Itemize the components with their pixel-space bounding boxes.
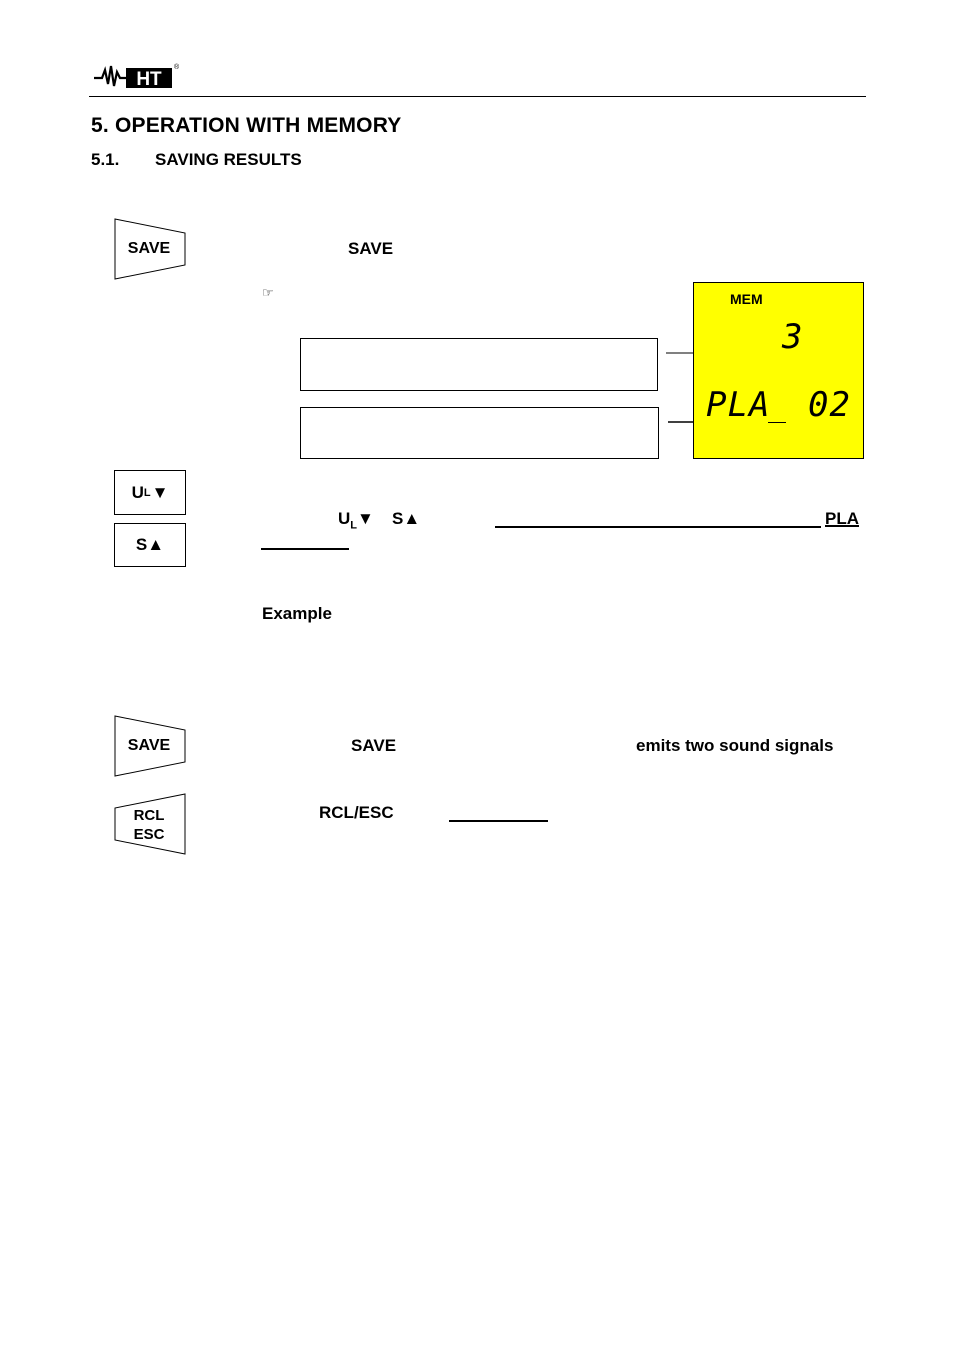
ul-key-sub: L xyxy=(143,486,151,499)
lcd-underline-mark xyxy=(768,422,786,423)
step3-sound-text: emits two sound signals xyxy=(636,736,834,755)
down-arrow-icon: ▼ xyxy=(151,482,169,502)
step2-s-keyword: S▲ xyxy=(392,509,421,528)
header-rule xyxy=(89,96,866,97)
subsection-title: SAVING RESULTS xyxy=(155,150,302,169)
esc-key-label: ESC xyxy=(133,826,165,843)
save-key-2-label: SAVE xyxy=(127,737,171,754)
ul-key-main: U xyxy=(131,482,144,502)
ht-logo-graphic xyxy=(92,60,178,90)
step2-pla-keyword: PLA xyxy=(825,509,859,528)
logo-registered-mark: ® xyxy=(174,64,180,71)
step2-ul-keyword xyxy=(338,509,374,531)
lcd-pla-value: 02 xyxy=(808,385,851,425)
lcd-display xyxy=(693,282,864,459)
step4-rcl-esc-keyword: RCL/ESC xyxy=(319,803,394,822)
step2-underline xyxy=(495,526,821,528)
callout-box-pla xyxy=(300,407,659,459)
example-label: Example xyxy=(262,604,332,623)
section-heading xyxy=(91,114,402,138)
step2-underline-2 xyxy=(261,548,349,550)
lcd-pla-label: PLA xyxy=(706,385,771,425)
step2-ul-main: U xyxy=(338,509,351,528)
ht-logo xyxy=(92,60,178,90)
step4-underline xyxy=(449,820,548,822)
callout-box-memory xyxy=(300,338,658,391)
save-key-2 xyxy=(114,715,186,777)
step2-down-arrow-icon: ▼ xyxy=(357,509,374,528)
logo-text: HT xyxy=(136,69,162,90)
step2-ul-sub: L xyxy=(350,519,358,532)
subsection-heading xyxy=(91,150,302,170)
section-title: OPERATION WITH MEMORY xyxy=(114,114,402,137)
step1-save-keyword: SAVE xyxy=(348,239,394,258)
rcl-esc-key xyxy=(114,793,186,855)
s-up-key xyxy=(114,523,186,567)
pointing-hand-icon: ☞ xyxy=(262,285,274,300)
section-number: 5. xyxy=(91,114,109,137)
save-key-1 xyxy=(114,218,186,280)
rcl-key-label: RCL xyxy=(133,807,165,824)
lcd-memory-number: 3 xyxy=(782,317,804,357)
subsection-number: 5.1. xyxy=(91,150,120,169)
s-key-label: S▲ xyxy=(135,535,165,554)
lcd-mem-label: MEM xyxy=(730,291,763,307)
step3-save-keyword: SAVE xyxy=(351,736,397,755)
save-key-1-label: SAVE xyxy=(127,240,171,257)
ul-down-key xyxy=(114,470,186,515)
